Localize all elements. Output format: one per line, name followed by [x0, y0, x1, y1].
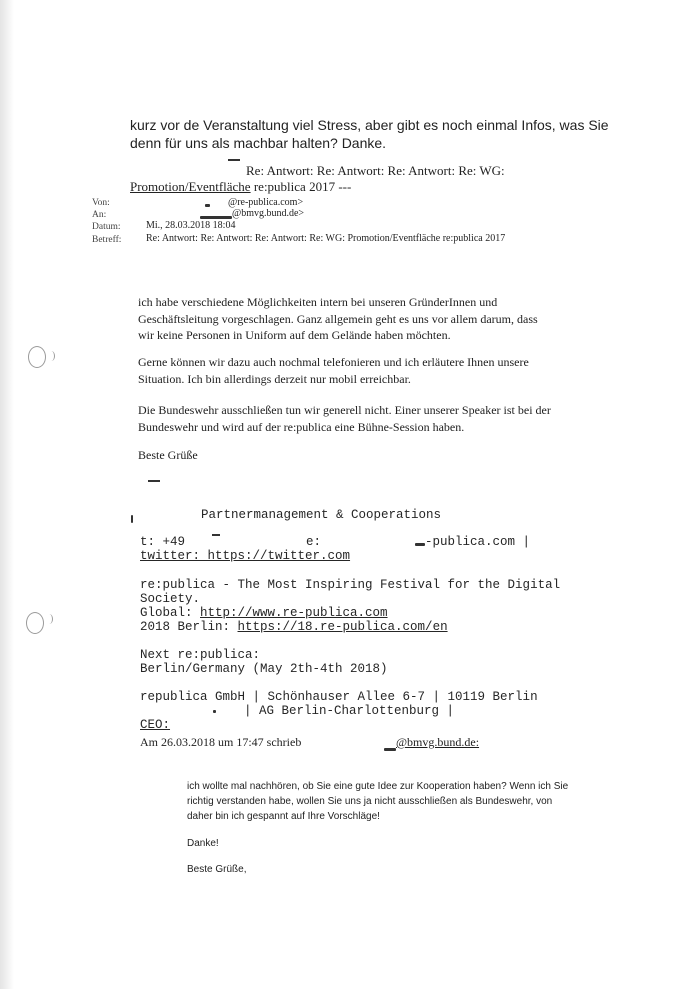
- signature-global-link[interactable]: http://www.re-publica.com: [200, 606, 388, 620]
- body-paragraph-3: [138, 402, 551, 435]
- signature-email-domain: -publica.com |: [425, 535, 531, 549]
- redaction-mark: [415, 543, 425, 546]
- punch-hole-bottom: [26, 612, 44, 634]
- quoted-line-2: richtig verstanden habe, wollen Sie uns ja nicht ausschließen als Bundeswehr, von: [187, 796, 553, 807]
- reply-subject-eventflaeche: Promotion/Eventfläche: [130, 179, 251, 194]
- body-paragraph-2: [138, 354, 529, 387]
- quoted-closing: Beste Grüße,: [187, 864, 247, 875]
- body-closing: Beste Grüße: [138, 448, 198, 462]
- top-note-line-1: kurz vor de Veranstaltung viel Stress, aber gibt es noch einmal Infos, was Sie: [130, 117, 609, 133]
- header-von-label: Von:: [92, 198, 110, 208]
- signature-twitter-link[interactable]: twitter: https://twitter.com: [140, 549, 351, 563]
- signature-email-prefix: e:: [306, 535, 322, 549]
- redaction-mark: [384, 748, 396, 751]
- signature-phone: t: +49: [140, 535, 186, 549]
- body-p1-line-1: ich habe verschiedene Möglichkeiten intern bei unseren GründerInnen und: [138, 295, 498, 309]
- header-datum-label: Datum:: [92, 222, 121, 232]
- reply-subject-suffix: re:publica 2017 ---: [250, 179, 352, 194]
- signature-berlin-label: 2018 Berlin:: [140, 620, 238, 634]
- signature-tagline-line-2: Society.: [140, 592, 201, 606]
- header-an-value: @bmvg.bund.de>: [232, 208, 305, 219]
- redaction-mark: [212, 534, 220, 536]
- signature-berlin: [140, 620, 448, 634]
- quoted-intro: [140, 734, 301, 751]
- body-paragraph-1: [138, 294, 538, 344]
- redaction-mark: [228, 159, 240, 161]
- header-an-label: An:: [92, 210, 107, 220]
- quoted-intro-email: @bmvg.bund.de:: [396, 735, 480, 749]
- body-p1-line-3: wir keine Personen in Uniform auf dem Gelände haben möchten.: [138, 328, 451, 342]
- redaction-mark: [148, 480, 160, 482]
- quoted-thanks: Danke!: [187, 838, 219, 849]
- body-p3-line-1: Die Bundeswehr ausschließen tun wir generell nicht. Einer unserer Speaker ist bei der: [138, 403, 551, 417]
- header-betreff-label: Betreff:: [92, 235, 122, 245]
- signature-role: Partnermanagement & Cooperations: [201, 508, 442, 522]
- signature-next-line-1: Next re:publica:: [140, 648, 261, 662]
- header-datum-value: Mi., 28.03.2018 18:04: [146, 220, 236, 231]
- quoted-body: [187, 779, 568, 824]
- redaction-mark: [131, 515, 133, 523]
- signature-company: republica GmbH | Schönhauser Allee 6-7 | 10119 Berlin: [140, 690, 538, 704]
- signature-global: [140, 606, 388, 620]
- scan-edge-shadow: [0, 0, 14, 989]
- top-note: [130, 116, 609, 152]
- quoted-intro-date: Am 26.03.2018 um 17:47 schrieb: [140, 735, 302, 749]
- redaction-mark: [200, 216, 232, 219]
- punch-hole-bottom-mark: [46, 614, 53, 624]
- header-betreff-value: Re: Antwort: Re: Antwort: Re: Antwort: Re: WG: Promotion/Eventfläche re:publica 2017: [146, 233, 506, 244]
- signature-court: | AG Berlin-Charlottenburg |: [244, 704, 455, 718]
- body-p3-line-2: Bundeswehr und wird auf der re:publica eine Bühne-Session haben.: [138, 419, 465, 434]
- signature-global-label: Global:: [140, 606, 201, 620]
- body-p2-line-2: Situation. Ich bin allerdings derzeit nur mobil erreichbar.: [138, 371, 411, 386]
- redaction-mark: [205, 204, 210, 207]
- top-note-line-2: denn für uns als machbar halten? Danke.: [130, 135, 387, 151]
- signature-ceo: CEO:: [140, 718, 171, 732]
- body-p2-line-1: Gerne können wir dazu auch nochmal telefonieren und ich erläutere Ihnen unsere: [138, 355, 529, 369]
- signature-next-line-2: Berlin/Germany (May 2th-4th 2018): [140, 662, 388, 676]
- redaction-mark: [213, 710, 216, 713]
- punch-hole-top: [28, 346, 46, 368]
- quoted-line-3: daher bin ich gespannt auf Ihre Vorschläge!: [187, 811, 380, 822]
- reply-subject-line-2: [130, 179, 351, 195]
- punch-hole-top-mark: [48, 351, 55, 361]
- quoted-line-1: ich wollte mal nachhören, ob Sie eine gute Idee zur Kooperation haben? Wenn ich Sie: [187, 781, 569, 792]
- signature-berlin-link[interactable]: https://18.re-publica.com/en: [237, 620, 448, 634]
- signature-tagline-line-1: re:publica - The Most Inspiring Festival for the Digital: [140, 578, 561, 592]
- body-p1-line-2: Geschäftsleitung vorgeschlagen. Ganz allgemein geht es uns vor allem darum, dass: [138, 311, 538, 326]
- reply-subject-line-1: Re: Antwort: Re: Antwort: Re: Antwort: Re: WG:: [246, 163, 505, 178]
- header-von-value: @re-publica.com>: [228, 197, 304, 208]
